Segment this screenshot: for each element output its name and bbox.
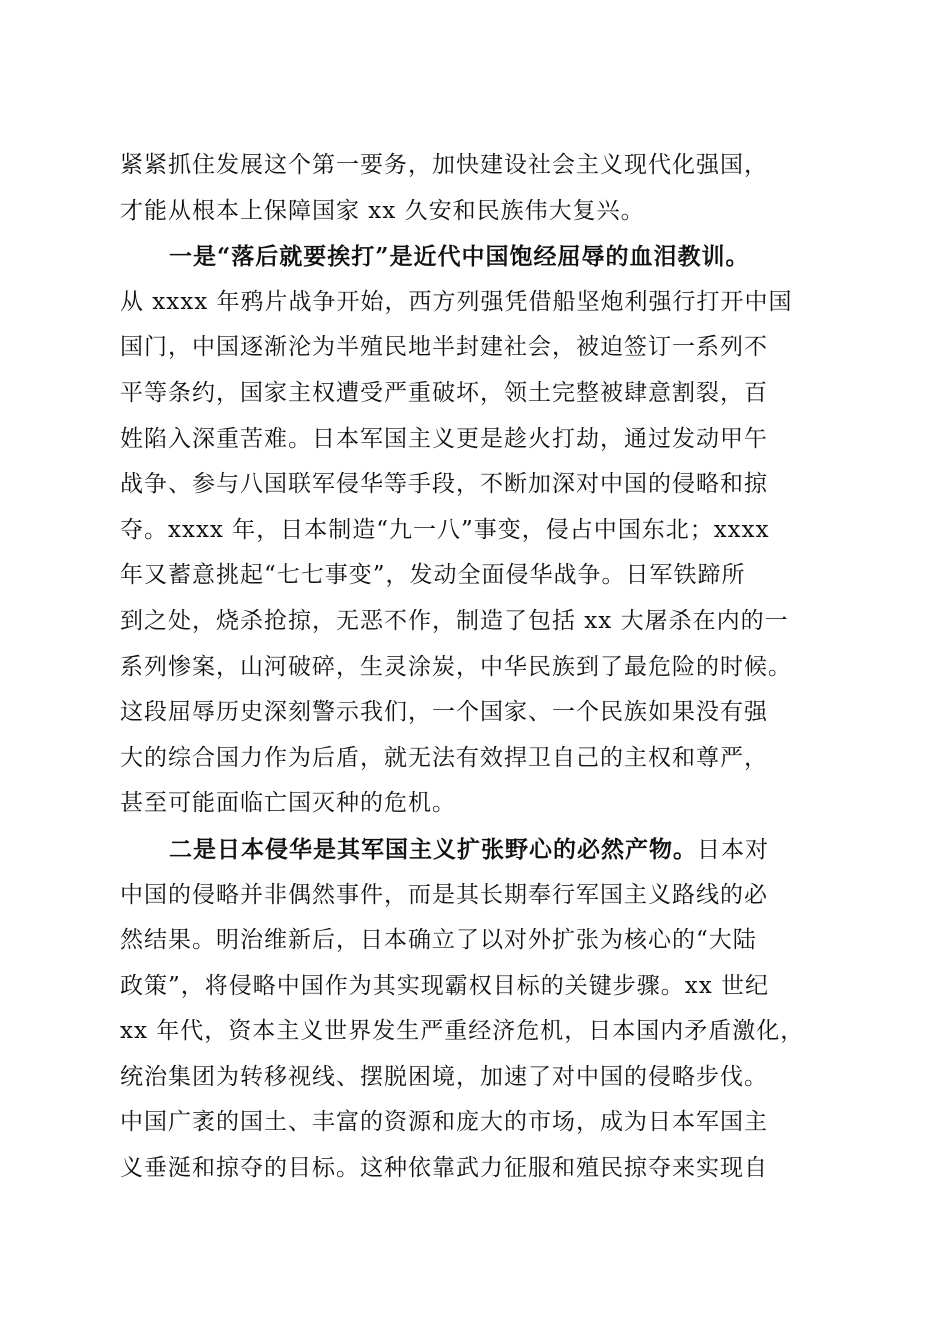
text-line: 从 xxxx 年鸦片战争开始，西方列强凭借船坚炮利强行打开中国	[120, 288, 793, 315]
text-line: 姓陷入深重苦难。日本军国主义更是趁火打劫，通过发动甲午	[120, 425, 768, 452]
text-line: 政策”，将侵略中国作为其实现霸权目标的关键步骤。xx 世纪	[120, 972, 770, 999]
text-line: 才能从根本上保障国家 xx 久安和民族伟大复兴。	[120, 197, 645, 224]
text-line: 系列惨案，山河破碎，生灵涂炭，中华民族到了最危险的时候。	[120, 653, 792, 680]
paragraph-one-heading: 一是“落后就要挨打”是近代中国饱经屈辱的血泪教训。	[169, 243, 750, 271]
paragraph-two-heading: 二是日本侵华是其军国主义扩张野心的必然产物。	[169, 835, 697, 863]
document-body	[120, 143, 830, 1192]
text-line: 年又蓄意挑起“七七事变”，发动全面侵华战争。日军铁蹄所	[120, 562, 746, 589]
text-line: 平等条约，国家主权遭受严重破坏，领土完整被肆意割裂，百	[120, 379, 768, 406]
text-line: 夺。xxxx 年，日本制造“九一八”事变，侵占中国东北；xxxx	[120, 516, 770, 543]
text-line: 然结果。明治维新后，日本确立了以对外扩张为核心的“大陆	[120, 927, 757, 954]
text-line: 义垂涎和掠夺的目标。这种依靠武力征服和殖民掠夺来实现自	[120, 1155, 768, 1182]
text-line: 统治集团为转移视线、摆脱困境，加速了对中国的侵略步伐。	[120, 1063, 768, 1090]
text-line: 到之处，烧杀抢掠，无恶不作，制造了包括 xx 大屠杀在内的一	[120, 607, 789, 634]
paragraph-two-first-line	[120, 827, 830, 873]
text-line: 中国广袤的国土、丰富的资源和庞大的市场，成为日本军国主	[120, 1109, 768, 1136]
text-line: 国门，中国逐渐沦为半殖民地半封建社会，被迫签订一系列不	[120, 334, 768, 361]
text-line: 这段屈辱历史深刻警示我们，一个国家、一个民族如果没有强	[120, 699, 768, 726]
text-line: 甚至可能面临亡国灭种的危机。	[120, 790, 456, 817]
text-line: 战争、参与八国联军侵华等手段，不断加深对中国的侵略和掠	[120, 471, 768, 498]
text-line: 中国的侵略并非偶然事件，而是其长期奉行军国主义路线的必	[120, 881, 768, 908]
text-line: 紧紧抓住发展这个第一要务，加快建设社会主义现代化强国，	[120, 152, 768, 178]
paragraph-two-heading-tail: 日本对	[697, 836, 769, 863]
text-line: 大的综合国力作为后盾，就无法有效捍卫自己的主权和尊严，	[120, 744, 768, 771]
text-line: xx 年代，资本主义世界发生严重经济危机，日本国内矛盾激化，	[120, 1018, 805, 1045]
